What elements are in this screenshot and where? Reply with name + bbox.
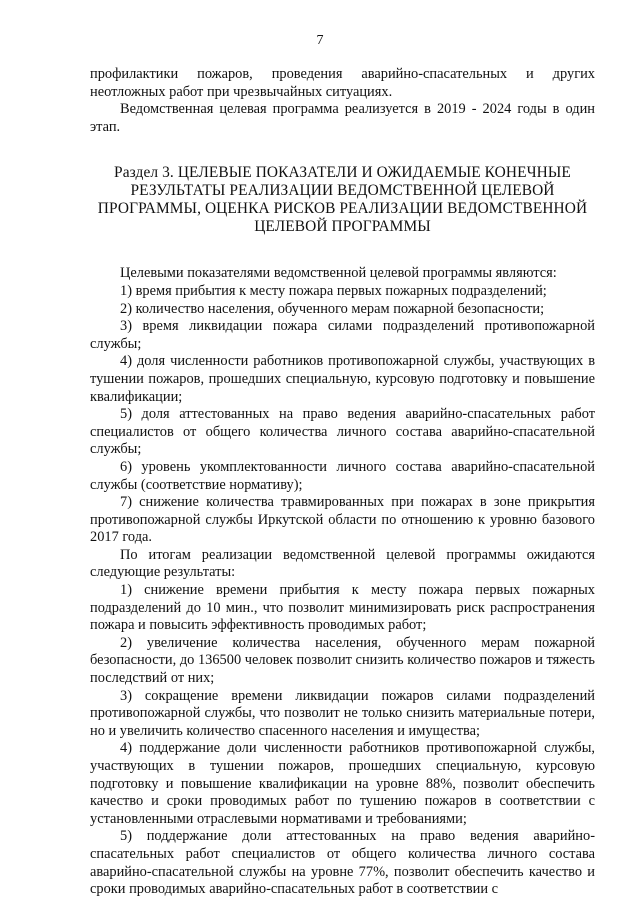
indicator-item: 4) доля численности работников противопожарной службы, участвующих в тушении пожаров, прошедших специальную, курсовую подготовку и повышение квалификации; <box>90 353 595 405</box>
result-item: 3) сокращение времени ликвидации пожаров силами подразделений противопожарной службы, что позволит не только снизить материальные потери, но и увеличить количество спасенного населения и имущества; <box>90 687 595 739</box>
page-number: 7 <box>316 33 324 48</box>
result-item: 2) увеличение количества населения, обученного мерам пожарной безопасности, до 136500 человек позволит снизить количество пожаров и тяжесть последствий от них; <box>90 634 595 687</box>
indicator-item: 1) время прибытия к месту пожара первых пожарных подразделений; <box>120 282 547 299</box>
paragraph-continuation: профилактики пожаров, проведения аварийно-спасательных и других неотложных работ при чрезвычайных ситуациях. <box>90 66 595 100</box>
result-item: 1) снижение времени прибытия к месту пожара первых пожарных подразделений до 10 мин., что позволит минимизировать риск распространения пожара и повысить эффективность проводимых работ; <box>90 582 595 634</box>
indicator-item: 7) снижение количества травмированных при пожарах в зоне прикрытия противопожарной службы Иркутской области по отношению к уровню базового 2017 года. <box>90 494 595 546</box>
indicator-item: 6) уровень укомплектованности личного состава аварийно-спасательной службы (соответствие нормативу); <box>90 458 595 493</box>
paragraph-program-period: Ведомственная целевая программа реализуется в 2019 - 2024 годы в один этап. <box>90 101 595 135</box>
result-item: 5) поддержание доли аттестованных на право ведения аварийно-спасательных работ специалистов от общего количества личного состава аварийно-спасательной службы на уровне 77%, позволит обеспечить качество и сроки проводимых аварийно-спасательных работ в соответствии с <box>90 828 595 898</box>
results-intro: По итогам реализации ведомственной целевой программы ожидаются следующие результаты: <box>90 546 595 581</box>
indicators-intro: Целевыми показателями ведомственной целевой программы являются: <box>120 265 557 282</box>
section-heading: Раздел 3. ЦЕЛЕВЫЕ ПОКАЗАТЕЛИ И ОЖИДАЕМЫЕ КОНЕЧНЫЕ РЕЗУЛЬТАТЫ РЕАЛИЗАЦИИ ВЕДОМСТВЕННОЙ ЦЕЛЕВОЙ ПРОГРАММЫ, ОЦЕНКА РИСКОВ РЕАЛИЗАЦИИ ВЕДОМСТВЕННОЙ ЦЕЛЕВОЙ ПРОГРАММЫ <box>97 164 588 236</box>
indicator-item: 5) доля аттестованных на право ведения аварийно-спасательных работ специалистов от общего количества личного состава аварийно-спасательной службы; <box>90 406 595 458</box>
result-item: 4) поддержание доли численности работников противопожарной службы, участвующих в тушении пожаров, прошедших специальную, курсовую подготовку и повышение квалификации на уровне 88%, позволит обеспечить качество и сроки проводимых работ по тушению пожаров в соответствии с установленными отраслевыми нормативами и требованиями; <box>90 740 595 827</box>
indicator-item: 2) количество населения, обученного мерам пожарной безопасности; <box>120 300 545 317</box>
document-body <box>90 66 595 899</box>
indicator-item: 3) время ликвидации пожара силами подразделений противопожарной службы; <box>90 318 595 352</box>
